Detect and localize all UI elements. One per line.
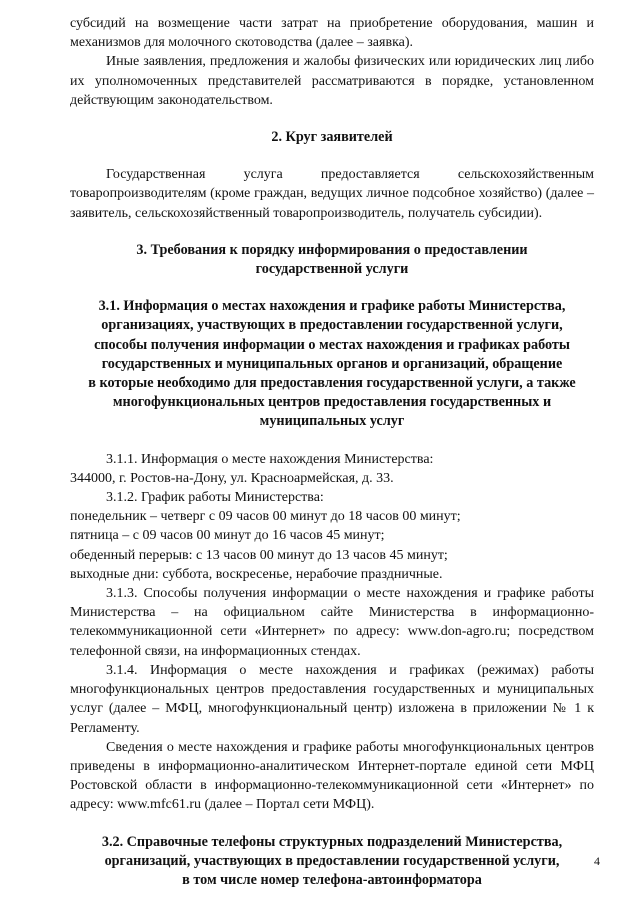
paragraph-3-1-1: 3.1.1. Информация о месте нахождения Министерства: <box>106 451 434 467</box>
section-3-1-heading-line: многофункциональных центров предоставления государственных и <box>112 394 552 411</box>
section-3-heading <box>70 241 594 279</box>
section-3-1-heading-line: 3.1. Информация о местах нахождения и графике работы Министерства, <box>98 298 566 315</box>
section-3-1-heading-line: государственных и муниципальных органов и организаций, обращение <box>101 355 563 372</box>
document-page <box>70 14 594 890</box>
section-3-2-heading-line: организаций, участвующих в предоставлении государственной услуги, <box>104 852 560 869</box>
section-3-1-heading-line: в которые необходимо для предоставления государственной услуги, а также <box>88 375 576 392</box>
paragraph-mfc-info: Сведения о месте нахождения и графике работы многофункциональных центров приведены в информационно-аналитическом Интернет-портале единой сети МФЦ Ростовской области в информационно-телекоммуникационной сети «Интернет» по адресу: www.mfc61.ru (далее – Портал сети МФЦ). <box>70 739 594 813</box>
section-3-1-heading-line: организациях, участвующих в предоставлении государственной услуги, <box>101 317 563 334</box>
section-3-2-heading <box>70 833 594 891</box>
section-3-1-heading-line: способы получения информации о местах нахождения и графиках работы <box>94 336 570 353</box>
schedule-weekend: выходные дни: суббота, воскресенье, нерабочие праздничные. <box>70 566 443 582</box>
section-3-heading-line2: государственной услуги <box>255 261 409 278</box>
section-3-1-heading <box>70 297 594 431</box>
paragraph-3-1-3: 3.1.3. Способы получения информации о месте нахождения и графике работы Министерства – на официальном сайте Министерства в информационно-телекоммуникационной сети «Интернет» по адресу: www.don-agro.ru; посредством телефонной связи, на информационных стендах. <box>70 586 594 659</box>
ministry-address: 344000, г. Ростов-на-Дону, ул. Красноармейская, д. 33. <box>70 470 394 486</box>
section-3-heading-line1: 3. Требования к порядку информирования о предоставлении <box>136 241 528 258</box>
section-2-heading: 2. Круг заявителей <box>271 129 393 146</box>
paragraph-applicants: Государственная услуга предоставляется сельскохозяйственным товаропроизводителям (кроме граждан, ведущих личное подсобное хозяйство) (далее – заявитель, сельскохозяйственный товаропроизводитель, получатель субсидии). <box>70 167 594 221</box>
paragraph-other-requests: Иные заявления, предложения и жалобы физических или юридических лиц либо их уполномоченных представителей рассматриваются в порядке, установленном действующим законодательством. <box>70 54 594 108</box>
schedule-mon-thu: понедельник – четверг с 09 часов 00 минут до 18 часов 00 минут; <box>70 509 461 525</box>
section-3-2-heading-line: в том числе номер телефона-автоинформатора <box>182 871 482 888</box>
page-number: 4 <box>594 854 600 868</box>
paragraph-3-1-2: 3.1.2. График работы Министерства: <box>106 490 324 506</box>
paragraph-application: субсидий на возмещение части затрат на приобретение оборудования, машин и механизмов для молочного скотоводства (далее – заявка). <box>70 16 594 51</box>
paragraph-3-1-4: 3.1.4. Информация о месте нахождения и графиках (режимах) работы многофункциональных центров предоставления государственных и муниципальных услуг (далее – МФЦ, многофункциональный центр) изложена в приложении № 1 к Регламенту. <box>70 662 594 736</box>
section-3-1-heading-line: муниципальных услуг <box>259 413 405 430</box>
section-3-2-heading-line: 3.2. Справочные телефоны структурных подразделений Министерства, <box>101 833 563 850</box>
schedule-lunch: обеденный перерыв: с 13 часов 00 минут до 13 часов 45 минут; <box>70 547 448 563</box>
schedule-friday: пятница – с 09 часов 00 минут до 16 часов 45 минут; <box>70 528 385 544</box>
